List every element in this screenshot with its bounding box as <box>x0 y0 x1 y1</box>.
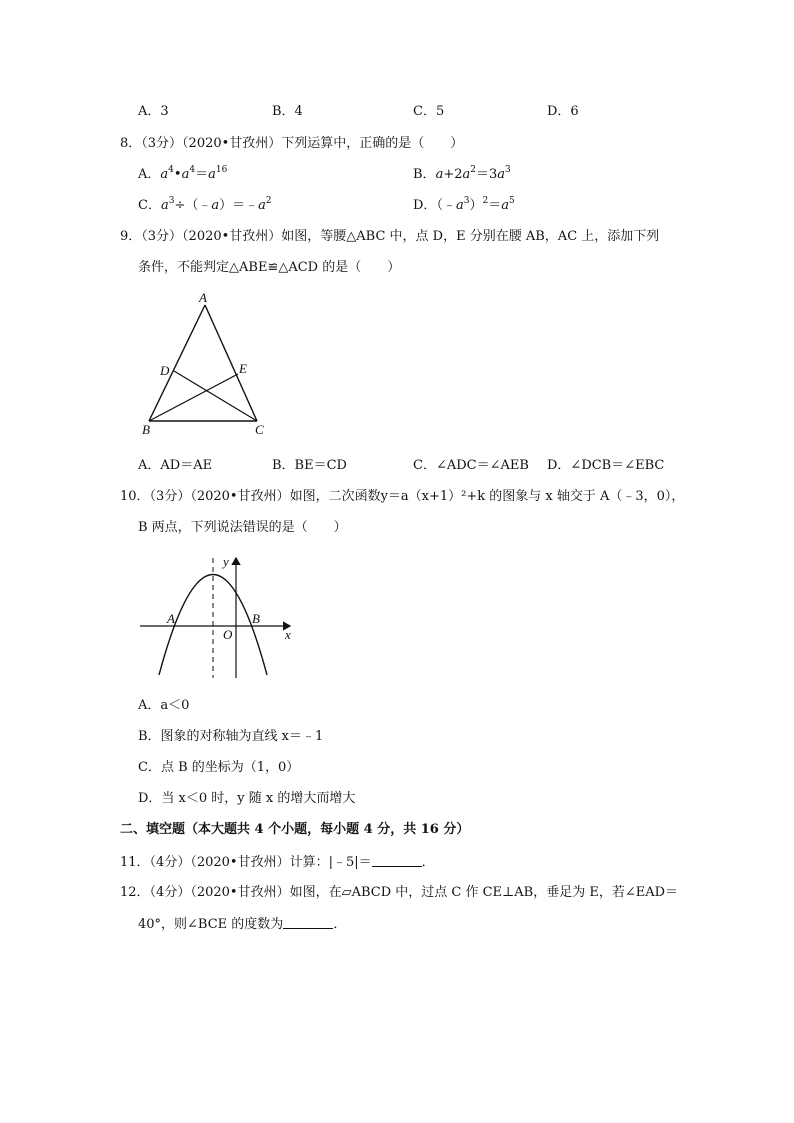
segment-ac <box>205 305 257 421</box>
section2-title: 二、填空题（本大题共 4 个小题，每小题 4 分，共 16 分） <box>120 822 470 837</box>
q10-parabola-figure <box>135 548 305 683</box>
q10-stem-line1: 10．（3分）（2020•甘孜州）如图，二次函数y＝a（x+1）²+k 的图象与 x 轴交于 A（﹣3，0）， <box>120 489 685 504</box>
segment-ab <box>149 305 205 421</box>
q7-option-c: C．5 <box>413 104 445 119</box>
q9-option-b: B．BE＝CD <box>272 458 347 473</box>
label-a: A <box>167 611 175 626</box>
q8-option-b: B．$a+2a^2=3a^3$ <box>413 165 511 182</box>
q10-option-a: A．a＜0 <box>138 698 190 713</box>
q7-option-b: B．4 <box>272 104 303 119</box>
q12-line1: 12．（4分）（2020•甘孜州）如图，在▱ABCD 中，过点 C 作 CE⊥AB，垂足为 E，若∠EAD＝ <box>120 885 679 900</box>
q8-stem: 8．（3分）（2020•甘孜州）下列运算中，正确的是（ ） <box>120 136 464 151</box>
q12-answer-blank[interactable] <box>283 916 333 929</box>
q11-text: 11．（4分）（2020•甘孜州）计算：|﹣5|＝ ． <box>120 855 435 870</box>
q8-option-a: A．$a^4•a^4=a^{16}$ <box>138 165 228 182</box>
label-d: D <box>160 363 170 378</box>
q9-option-d: D．∠DCB＝∠EBC <box>547 458 665 473</box>
q7-option-d: D．6 <box>547 104 579 119</box>
segment-be <box>149 374 238 421</box>
label-o: O <box>223 627 233 642</box>
q10-option-b: B．图象的对称轴为直线 x＝﹣1 <box>138 729 324 744</box>
label-e: E <box>239 361 247 376</box>
q9-triangle-figure <box>135 290 275 440</box>
label-b: B <box>142 422 150 437</box>
q10-stem-line2: B 两点，下列说法错误的是（ ） <box>138 520 347 535</box>
q8-option-c: C．$a^3\div(﹣a)=﹣a^2$ <box>138 196 272 213</box>
q7-option-a: A．3 <box>138 104 169 119</box>
label-a: A <box>199 290 207 305</box>
q9-option-a: A．AD＝AE <box>138 458 213 473</box>
segment-dc <box>174 371 257 421</box>
label-y: y <box>223 554 229 569</box>
q9-stem-line1: 9．（3分）（2020•甘孜州）如图，等腰△ABC 中，点 D，E 分别在腰 AB，AC 上，添加下列 <box>120 229 660 244</box>
q10-option-c: C．点 B 的坐标为（1，0） <box>138 760 300 775</box>
label-x: x <box>285 627 291 642</box>
q8-option-d: D．$(﹣a^3)^2=a^5$ <box>413 196 515 213</box>
q10-option-d: D．当 x＜0 时，y 随 x 的增大而增大 <box>138 791 356 806</box>
label-b: B <box>252 611 260 626</box>
q12-line2: 40°，则∠BCE 的度数为 ． <box>138 917 347 932</box>
q11-answer-blank[interactable] <box>372 854 422 867</box>
q9-stem-line2: 条件，不能判定△ABE≌△ACD 的是（ ） <box>138 260 401 275</box>
label-c: C <box>255 422 264 437</box>
q9-option-c: C．∠ADC＝∠AEB <box>413 458 529 473</box>
